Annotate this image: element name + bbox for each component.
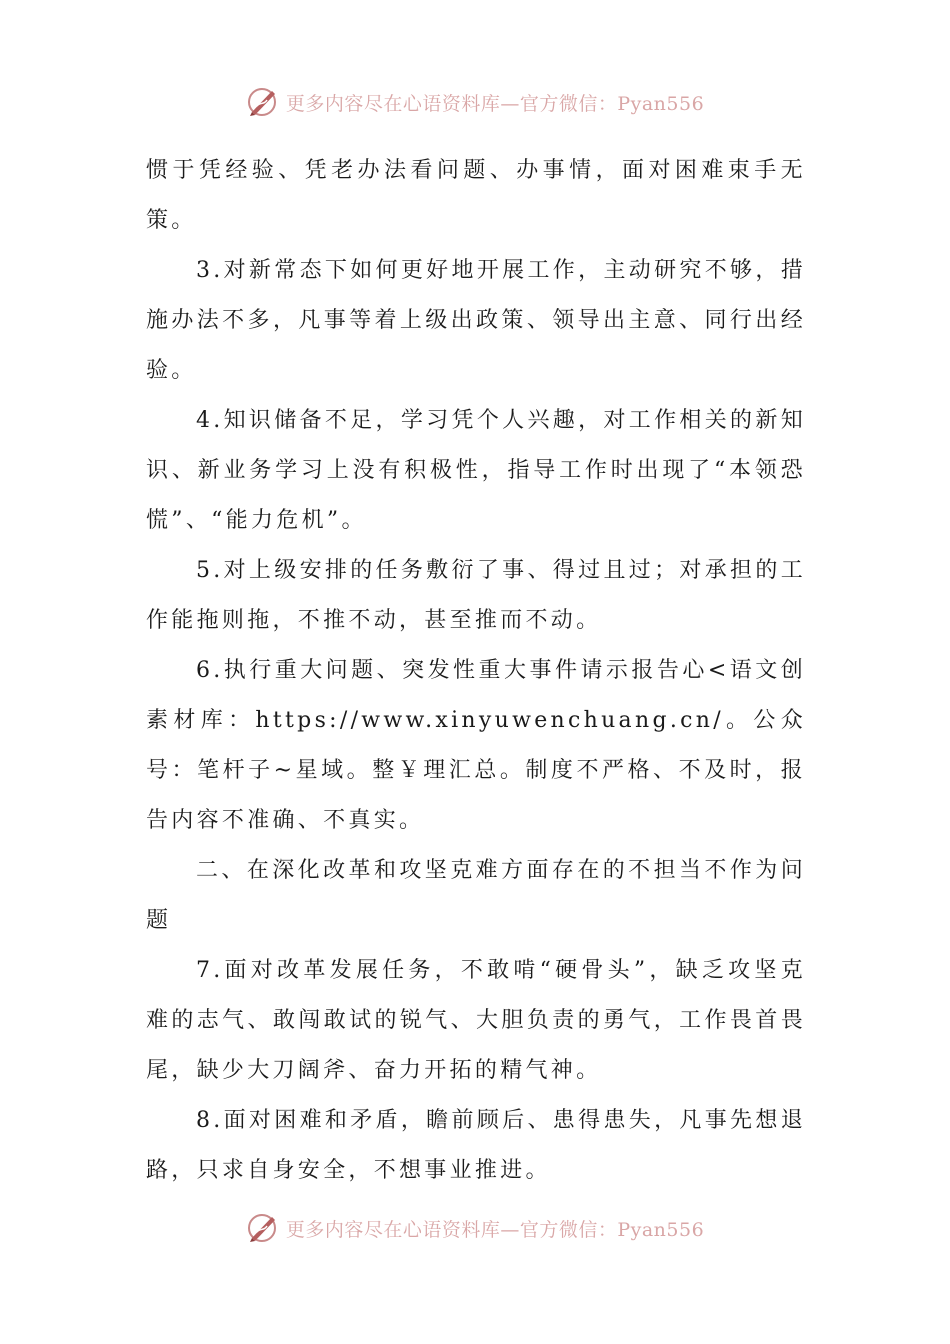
paragraph-1: 惯于凭经验、凭老办法看问题、办事情，面对困难束手无策。	[146, 158, 806, 233]
paragraph-item-5: 5.对上级安排的任务敷衍了事、得过且过；对承担的工作能拖则拖，不推不动，甚至推而不动。	[146, 558, 806, 633]
document-body	[146, 146, 806, 1196]
paragraph-item-7: 7.面对改革发展任务，不敢啃“硬骨头”，缺乏攻坚克难的志气、敢闯敢试的锐气、大胆负责的勇气，工作畏首畏尾，缺少大刀阔斧、奋力开拓的精气神。	[146, 958, 806, 1083]
pen-logo-icon	[246, 85, 280, 119]
banner-text: 更多内容尽在心语资料库—官方微信：Pyan556	[285, 92, 705, 115]
paragraph-item-4: 4.知识储备不足，学习凭个人兴趣，对工作相关的新知识、新业务学习上没有积极性，指导工作时出现了“本领恐慌”、“能力危机”。	[146, 408, 806, 533]
section-heading-2: 二、在深化改革和攻坚克难方面存在的不担当不作为问题	[146, 858, 806, 933]
footer-banner	[0, 1208, 950, 1248]
pen-logo-icon	[246, 1211, 280, 1245]
banner-text: 更多内容尽在心语资料库—官方微信：Pyan556	[285, 1218, 705, 1241]
paragraph-item-6: 6.执行重大问题、突发性重大事件请示报告心<语文创素材库：https://www.xinyuwenchuang.cn/。公众号：笔杆子~星域。整￥理汇总。制度不严格、不及时，报告内容不准确、不真实。	[146, 658, 806, 833]
paragraph-item-8: 8.面对困难和矛盾，瞻前顾后、患得患失，凡事先想退路，只求自身安全，不想事业推进。	[146, 1108, 806, 1183]
paragraph-item-3: 3.对新常态下如何更好地开展工作，主动研究不够，措施办法不多，凡事等着上级出政策、领导出主意、同行出经验。	[146, 258, 806, 383]
header-banner	[0, 82, 950, 122]
